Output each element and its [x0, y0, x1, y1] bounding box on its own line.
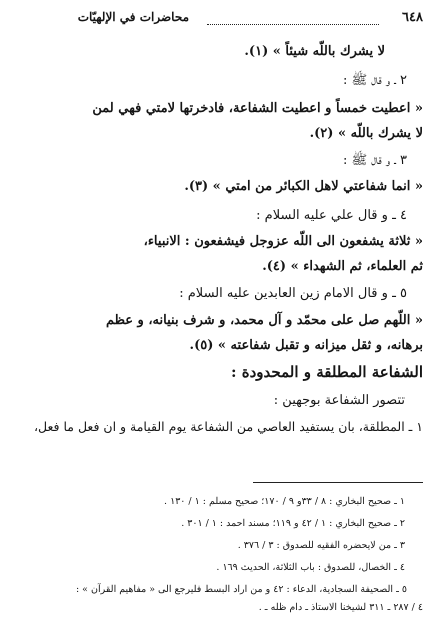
footnote-1: ١ ـ صحيح البخاري : ٨ / ٣٣و ٩ / ١٧٠؛ صحيح مسلم : ١ / ١٣٠ .	[164, 496, 405, 507]
hadith-2-line-2: لا يشرك باللّه » (٢).	[309, 126, 423, 141]
hadith-5-intro: ٥ ـ و قال الامام زين العابدين عليه السلام :	[179, 286, 407, 301]
footnote-2: ٢ ـ صحيح البخاري : ١ / ٤٢ و ١١٩؛ مسند احمد : ١ / ٣٠١ .	[181, 518, 405, 529]
hadith-1-end: لا يشرك باللّه شيئاً » (١).	[244, 44, 385, 59]
hadith-4-intro: ٤ ـ و قال علي عليه السلام :	[256, 208, 407, 223]
page-number: ٦٤٨	[402, 10, 423, 25]
section-intro: تتصور الشفاعة بوجهين :	[273, 393, 405, 408]
hadith-3-line: « انما شفاعتي لاهل الكبائر من امتي » (٣).	[184, 179, 423, 194]
hadith-4-line-1: « ثلاثة يشفعون الى اللّه عزوجل فيشفعون : الانبياء،	[143, 234, 423, 249]
hadith-4-line-2: ثم العلماء، ثم الشهداء » (٤).	[262, 259, 423, 274]
footnote-5-line-1: ٥ ـ الصحيفة السجادية، الدعاء : ٤٢ و من اراد البسط فليرجع الى « مفاهيم القرآن » :	[75, 584, 407, 595]
running-title: محاضرات في الإلهيّات	[77, 10, 189, 24]
section-heading: الشفاعة المطلقة و المحدودة :	[231, 363, 423, 381]
hadith-5-line-1: « اللّهم صل على محمّد و آل محمد، و شرف بنيانه، و عظم	[105, 313, 423, 328]
section-point-1: ١ ـ المطلقة، بان يستفيد العاصي من الشفاعة يوم القيامة و ان فعل ما فعل،	[33, 419, 423, 434]
footnote-separator	[253, 482, 423, 483]
footnote-3: ٣ ـ من لايحضره الفقيه للصدوق : ٣ / ٣٧٦ .	[237, 540, 405, 551]
hadith-3-intro: ٣ ـ و قال ﷺ :	[342, 153, 407, 168]
header-dotted-leader	[207, 10, 379, 25]
hadith-2-line-1: « اعطيت خمساً و اعطيت الشفاعة، فادخرتها لامتي فهي لمن	[92, 101, 423, 116]
hadith-2-intro: ٢ ـ و قال ﷺ :	[342, 73, 407, 88]
hadith-5-line-2: برهانه، و ثقل ميزانه و تقبل شفاعته » (٥).	[189, 338, 423, 353]
footnote-5-line-2: ٤ / ٢٨٧ ـ ٣١١ لشيخنا الاستاذ ـ دام ظله ـ .	[258, 602, 423, 613]
footnote-4: ٤ ـ الخصال، للصدوق : باب الثلاثة، الحديث ١٦٩ .	[216, 562, 405, 573]
